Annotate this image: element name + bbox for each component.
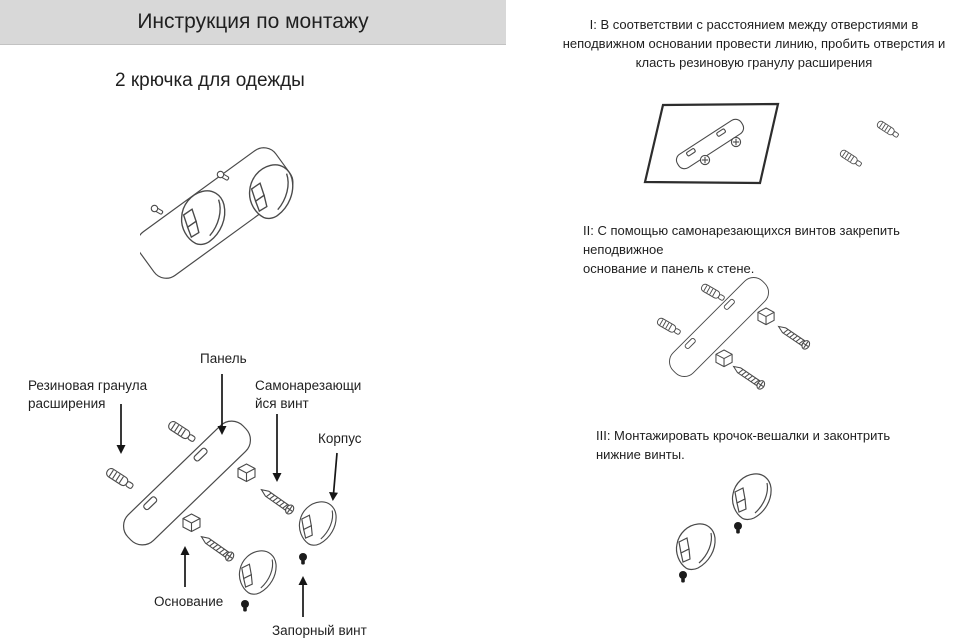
arrowhead: [299, 576, 308, 585]
label-self-tapping-screw: [255, 377, 361, 413]
lock-screw-shape: [679, 571, 687, 583]
hook-body-shape: [239, 551, 276, 594]
rubber-plug-shape: [656, 317, 682, 336]
page-title: Инструкция по монтажу: [137, 10, 369, 33]
panel-shape: [664, 275, 773, 382]
hook-body-shape: [299, 502, 336, 545]
rubber-plug-shape: [105, 467, 135, 491]
base-nut-shape: [758, 308, 774, 325]
step-2-drawing: [630, 275, 920, 405]
header-bar: [0, 0, 506, 45]
step-2-line2: основание и панель к стене.: [583, 261, 755, 276]
step-3-text: [596, 426, 956, 464]
self-tapping-screw-shape: [731, 363, 766, 391]
base-nut-shape: [238, 464, 255, 482]
rubber-plug-shape: [167, 420, 197, 444]
self-tapping-screw-shape: [776, 323, 811, 351]
lock-screw-shape: [734, 522, 742, 534]
self-tapping-screw-shape: [259, 486, 296, 516]
lock-screw-shape: [299, 553, 307, 565]
rubber-plug-shape: [876, 120, 900, 139]
label-panel: Панель: [200, 351, 247, 366]
screw-pin-shape: [150, 204, 164, 216]
step-1-drawing: [630, 92, 920, 207]
label-screw-line2: йся винт: [255, 396, 309, 411]
arrowhead: [117, 445, 126, 454]
product-subtitle: 2 крючка для одежды: [115, 70, 305, 91]
lock-screw-shape: [241, 600, 249, 612]
label-lock-screw: Запорный винт: [272, 623, 367, 638]
step-1-line1: I: В соответствии с расстоянием между отверстиями в: [589, 17, 919, 32]
label-body: Корпус: [318, 431, 362, 446]
step-2-line1: II: С помощью самонарезающихся винтов закрепить неподвижное: [583, 223, 900, 257]
label-rubber-plug-line1: Резиновая гранула: [28, 378, 148, 393]
step-3-line2: нижние винты.: [596, 447, 685, 462]
step-1-text: [545, 15, 963, 72]
label-screw-line1: Самонарезающи: [255, 378, 362, 393]
label-rubber-plug-line2: расширения: [28, 396, 106, 411]
hook-body-shape: [732, 474, 771, 520]
label-base: Основание: [154, 594, 224, 609]
base-nut-shape: [716, 350, 732, 367]
arrowhead: [273, 473, 282, 482]
step-2-text: [583, 221, 963, 278]
label-rubber-plug: [28, 377, 147, 413]
step-1-line3: класть резиновую гранулу расширения: [635, 55, 873, 70]
hook-body-shape: [676, 524, 715, 570]
arrowhead: [329, 492, 338, 501]
rubber-plug-shape: [700, 283, 726, 302]
self-tapping-screw-shape: [199, 533, 236, 563]
base-nut-shape: [183, 514, 200, 532]
step-1-line2: неподвижном основании провести линию, пробить отверстия и: [562, 36, 946, 51]
rubber-plug-shape: [839, 149, 863, 168]
step-3-line1: III: Монтажировать крочок-вешалки и законтрить: [596, 428, 891, 443]
arrow-to-body: [334, 453, 338, 494]
assembled-hooks-drawing: [140, 128, 335, 296]
arrowhead: [181, 546, 190, 555]
step-3-drawing: [640, 465, 870, 635]
